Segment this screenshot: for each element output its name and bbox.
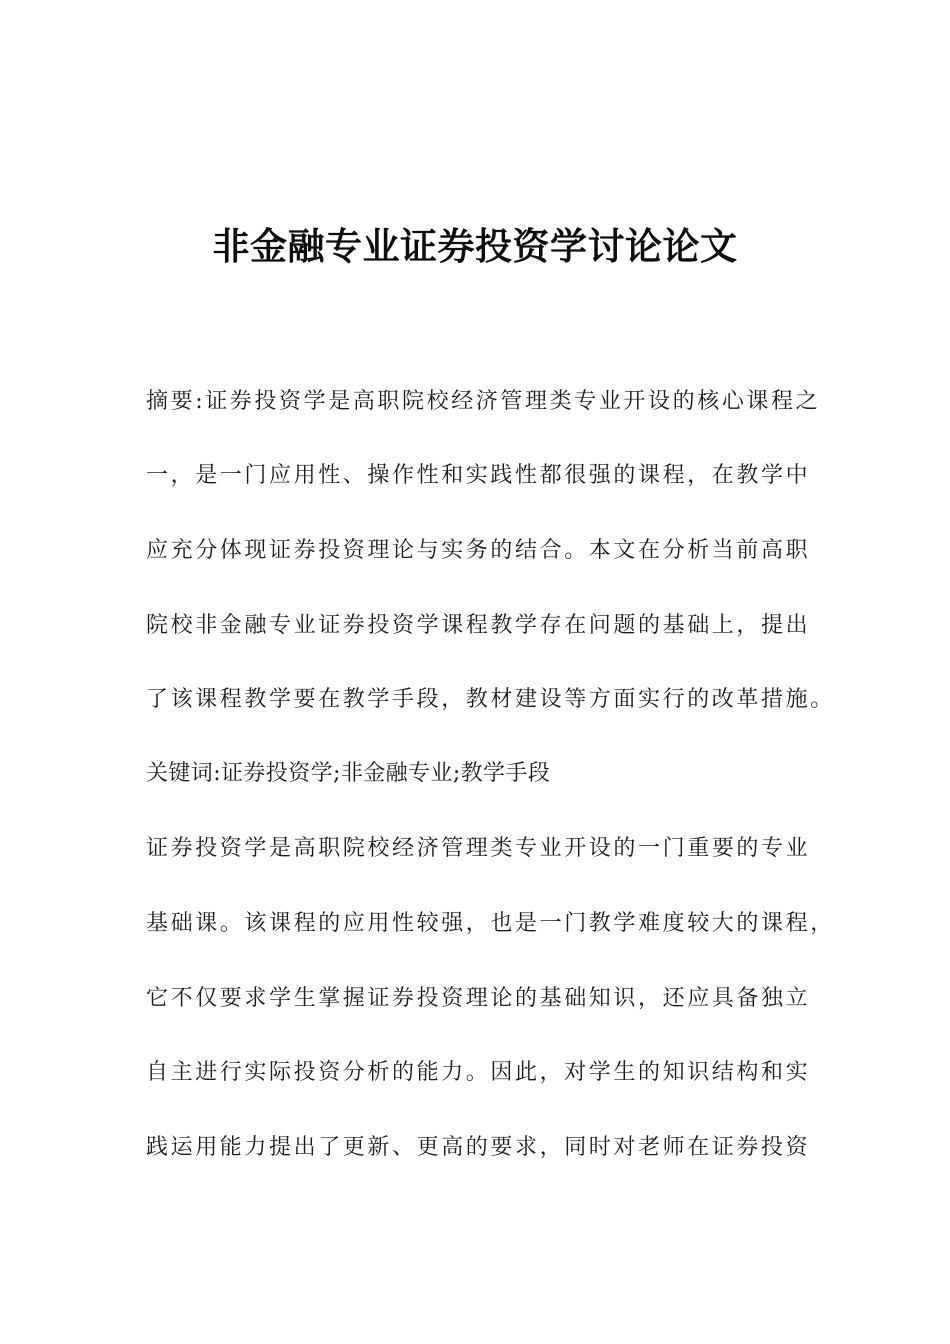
page-title: 非金融专业证券投资学讨论论文 <box>212 225 738 268</box>
body-line: 证券投资学是高职院校经济管理类专业开设的一门重要的专业 <box>146 836 811 861</box>
body-line: 基础课。该课程的应用性较强，也是一门教学难度较大的课程， <box>146 911 835 936</box>
abstract-line: 了该课程教学要在教学手段，教材建设等方面实行的改革措施。 <box>146 687 835 712</box>
body-line: 践运用能力提出了更新、更高的要求，同时对老师在证券投资 <box>146 1135 811 1160</box>
abstract-line: 应充分体现证券投资理论与实务的结合。本文在分析当前高职 <box>146 538 811 563</box>
body-line: 自主进行实际投资分析的能力。因此，对学生的知识结构和实 <box>146 1060 811 1085</box>
keywords-line: 关键词:证券投资学;非金融专业;教学手段 <box>146 761 551 786</box>
abstract-line: 一，是一门应用性、操作性和实践性都很强的课程，在教学中 <box>146 463 811 488</box>
abstract-line: 院校非金融专业证券投资学课程教学存在问题的基础上，提出 <box>146 613 811 638</box>
abstract-line: 摘要:证券投资学是高职院校经济管理类专业开设的核心课程之 <box>146 389 821 414</box>
body-line: 它不仅要求学生掌握证券投资理论的基础知识，还应具备独立 <box>146 986 811 1011</box>
